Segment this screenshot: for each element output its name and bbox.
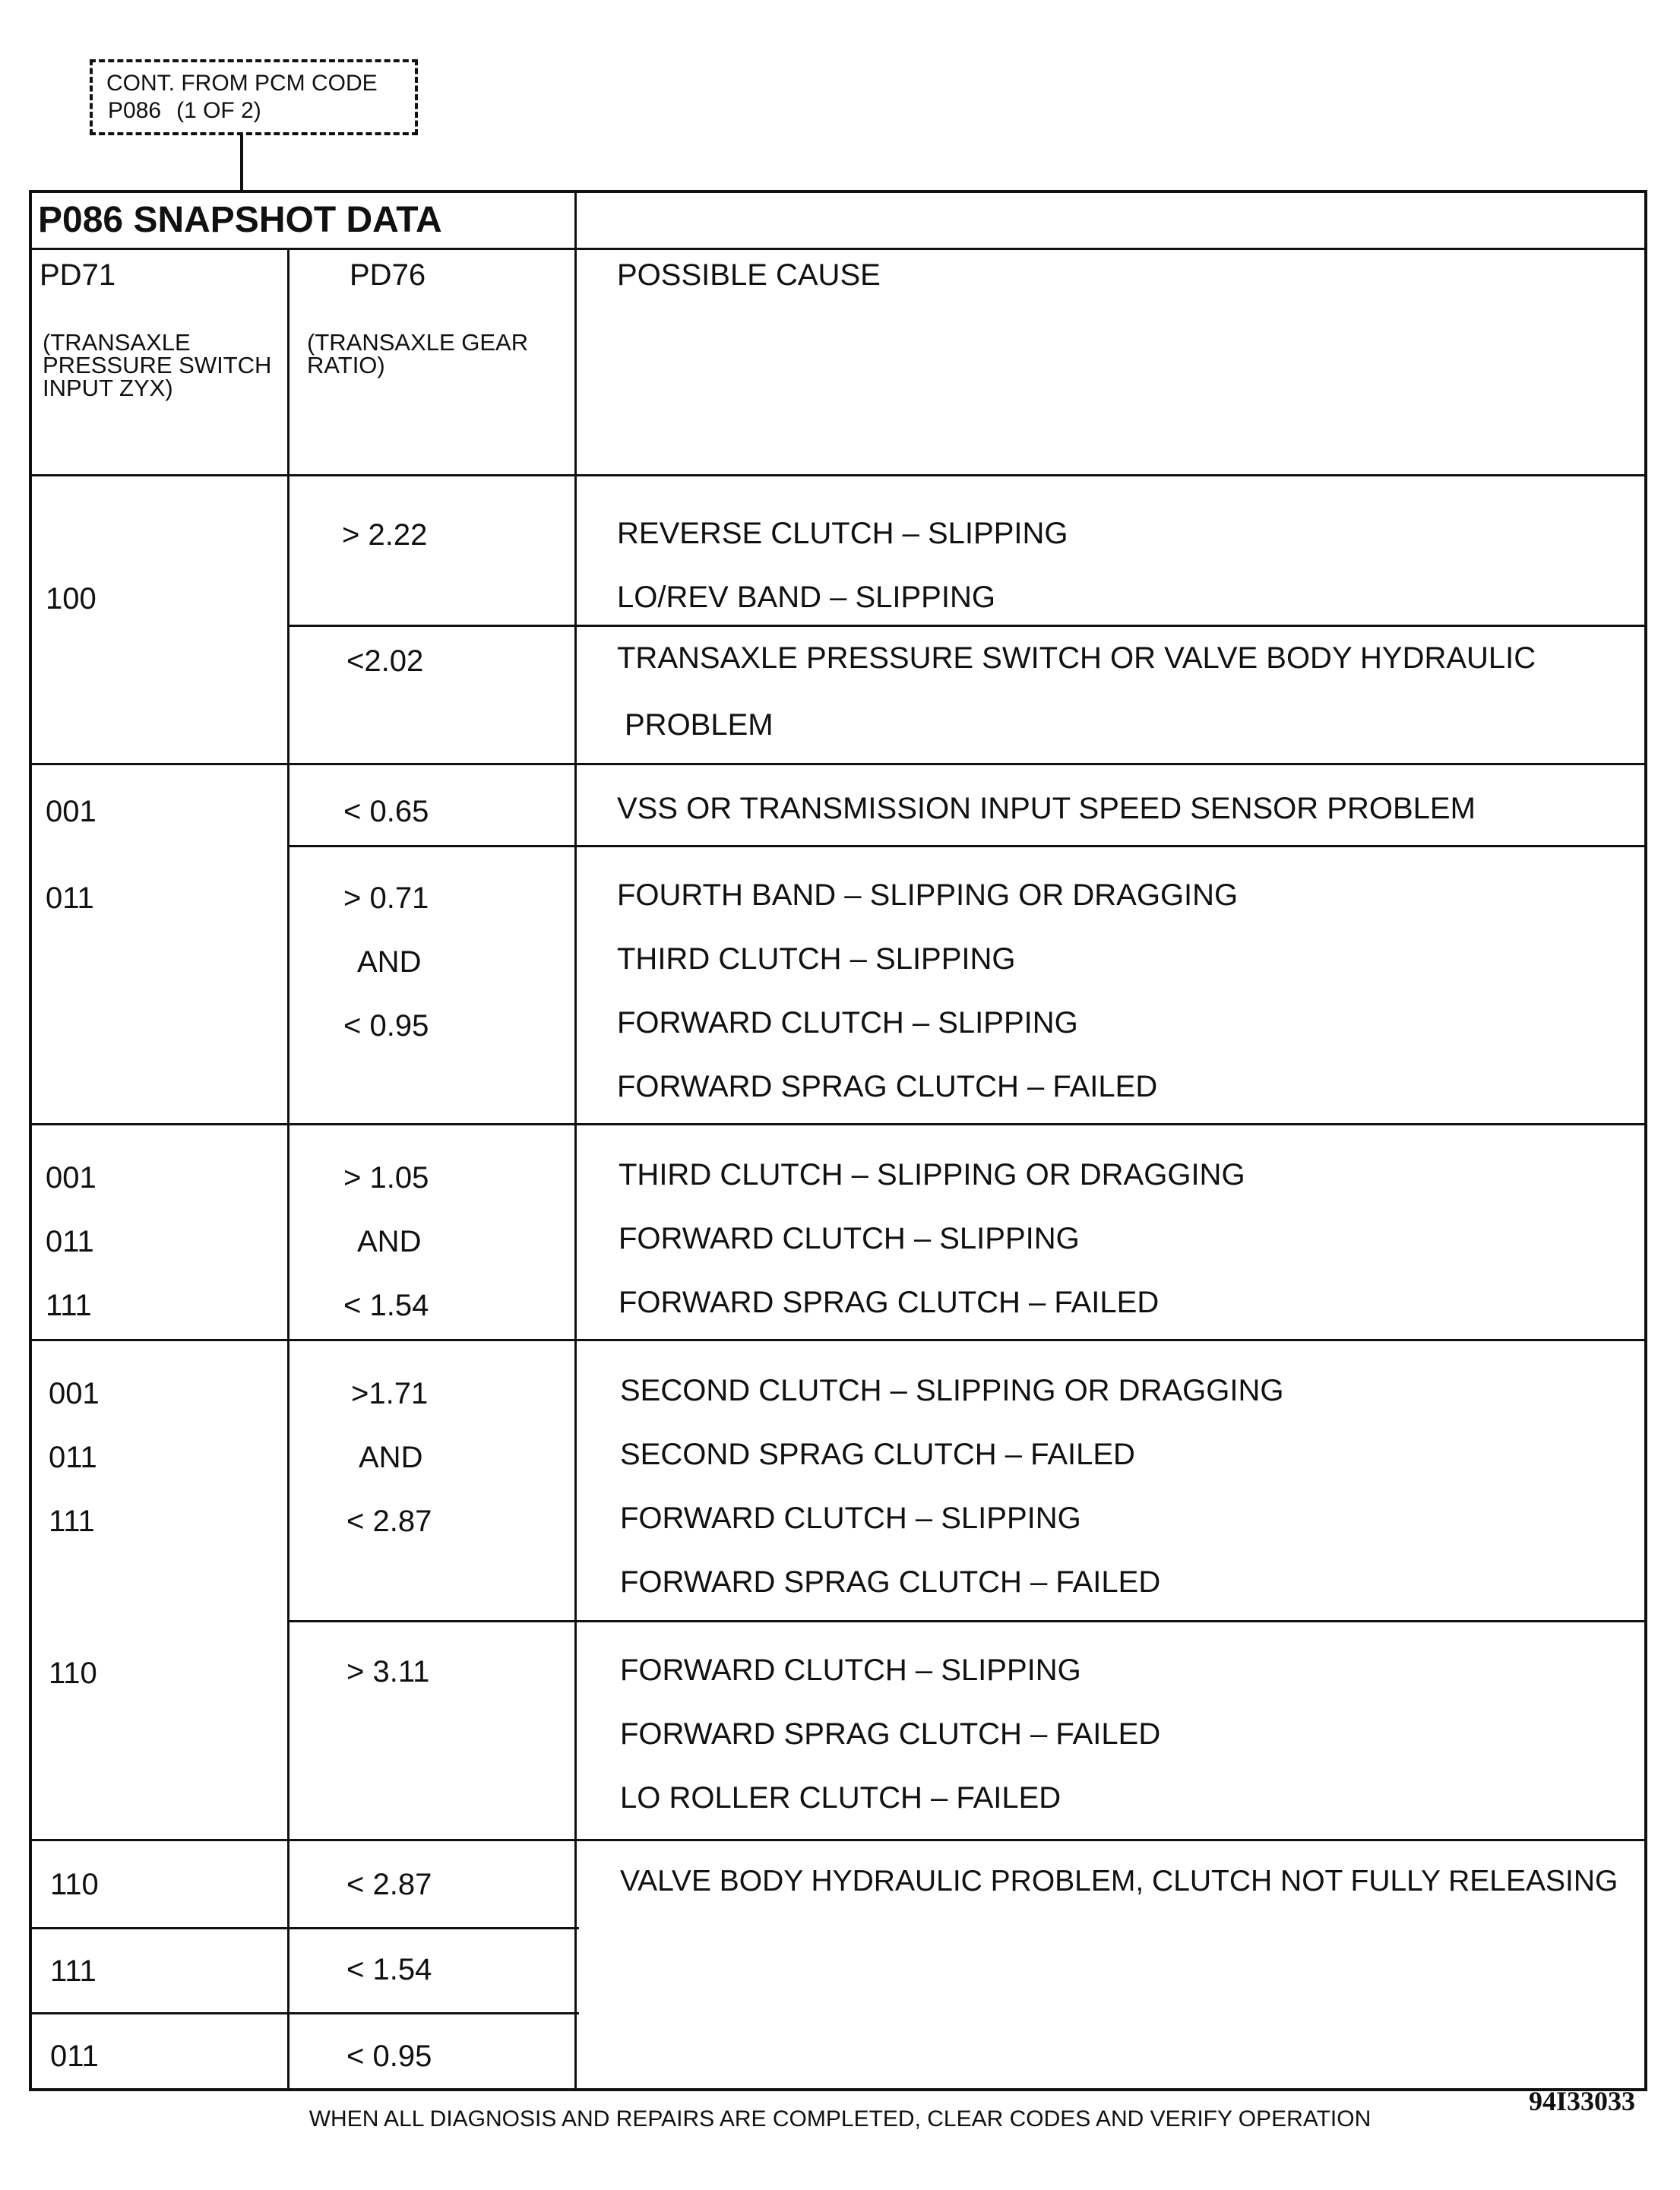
group2-divider xyxy=(29,1123,1647,1125)
group4-divider xyxy=(29,1839,1647,1841)
g4-cause-b2: FORWARD SPRAG CLUTCH – FAILED xyxy=(620,1717,1161,1751)
g3-ratio-1: > 1.05 xyxy=(343,1161,429,1195)
g4-cause-a4: FORWARD SPRAG CLUTCH – FAILED xyxy=(620,1565,1161,1599)
g2-ratio-b2: AND xyxy=(357,945,422,979)
g1-ratio-a: > 2.22 xyxy=(342,518,428,552)
g2-ratio-b3: < 0.95 xyxy=(343,1009,429,1043)
g1-cause-b2: PROBLEM xyxy=(625,708,774,742)
header-pd71: PD71 xyxy=(40,258,116,292)
g3-cause-2: FORWARD CLUTCH – SLIPPING xyxy=(619,1222,1080,1255)
g4-pd71-b: 110 xyxy=(49,1657,97,1690)
header-possible-cause: POSSIBLE CAUSE xyxy=(617,258,881,292)
g2-ratio-a: < 0.65 xyxy=(343,795,429,828)
g5-pd71-2: 111 xyxy=(50,1954,96,1988)
group1-divider xyxy=(29,763,1647,765)
g2-cause-b3: FORWARD CLUTCH – SLIPPING xyxy=(617,1006,1078,1040)
g3-pd71-2: 011 xyxy=(46,1225,94,1258)
header-pd76-desc: (TRANSAXLE GEAR RATIO) xyxy=(307,329,529,378)
g4-ratio-b: > 3.11 xyxy=(346,1655,430,1688)
g4-ratio-a3: < 2.87 xyxy=(346,1505,432,1538)
g1-cause-a1: REVERSE CLUTCH – SLIPPING xyxy=(617,517,1068,550)
g3-ratio-3: < 1.54 xyxy=(343,1289,429,1322)
g5-pd71-3: 011 xyxy=(50,2040,99,2073)
g4-ratio-a1: >1.71 xyxy=(351,1377,429,1410)
header-pd76: PD76 xyxy=(350,258,426,292)
group5-row-divider-1 xyxy=(29,1927,579,1929)
header-pd71-desc: (TRANSAXLE PRESSURE SWITCH INPUT ZYX) xyxy=(43,329,272,401)
g1-ratio-b: <2.02 xyxy=(346,644,424,678)
g2-ratio-b1: > 0.71 xyxy=(343,881,429,915)
table-title: P086 SNAPSHOT DATA xyxy=(38,200,442,240)
g5-pd71-1: 110 xyxy=(50,1868,99,1901)
g2-cause-a: VSS OR TRANSMISSION INPUT SPEED SENSOR PROBLEM xyxy=(617,792,1476,825)
callout-part: (1 OF 2) xyxy=(176,98,261,123)
g1-cause-b1: TRANSAXLE PRESSURE SWITCH OR VALVE BODY HYDRAULIC xyxy=(617,641,1536,675)
col1-col2-divider xyxy=(287,248,289,2091)
g3-pd71-1: 001 xyxy=(46,1161,96,1195)
g3-cause-3: FORWARD SPRAG CLUTCH – FAILED xyxy=(619,1286,1160,1319)
g4-pd71-a2: 011 xyxy=(49,1441,97,1474)
g3-pd71-3: 111 xyxy=(46,1289,92,1322)
g4-cause-a2: SECOND SPRAG CLUTCH – FAILED xyxy=(620,1438,1135,1471)
g1-pd71: 100 xyxy=(46,582,96,616)
callout-code: P086 xyxy=(108,98,162,123)
g4-cause-a3: FORWARD CLUTCH – SLIPPING xyxy=(620,1502,1081,1535)
title-divider xyxy=(29,248,1647,250)
g3-ratio-2: AND xyxy=(357,1225,422,1258)
group1-split xyxy=(287,625,1647,627)
g2-cause-b2: THIRD CLUTCH – SLIPPING xyxy=(617,942,1016,976)
callout-connector xyxy=(240,135,243,191)
g2-cause-b1: FOURTH BAND – SLIPPING OR DRAGGING xyxy=(617,878,1239,912)
g4-pd71-a1: 001 xyxy=(49,1377,100,1410)
footer-note: WHEN ALL DIAGNOSIS AND REPAIRS ARE COMPLETED, CLEAR CODES AND VERIFY OPERATION xyxy=(308,2106,1372,2131)
g5-ratio-3: < 0.95 xyxy=(346,2040,432,2073)
group3-divider xyxy=(29,1339,1647,1341)
g5-ratio-2: < 1.54 xyxy=(346,1953,432,1986)
g1-cause-a2: LO/REV BAND – SLIPPING xyxy=(617,581,995,614)
g3-cause-1: THIRD CLUTCH – SLIPPING OR DRAGGING xyxy=(619,1158,1245,1192)
continuation-callout xyxy=(90,59,418,135)
g4-pd71-a3: 111 xyxy=(49,1505,95,1538)
g4-cause-b3: LO ROLLER CLUTCH – FAILED xyxy=(620,1781,1061,1815)
col2-col3-divider xyxy=(574,190,577,2091)
group5-row-divider-2 xyxy=(29,2012,579,2014)
g2-cause-b4: FORWARD SPRAG CLUTCH – FAILED xyxy=(617,1070,1158,1103)
g4-cause-b1: FORWARD CLUTCH – SLIPPING xyxy=(620,1654,1081,1687)
g4-cause-a1: SECOND CLUTCH – SLIPPING OR DRAGGING xyxy=(620,1374,1284,1407)
group2-split xyxy=(287,845,1647,847)
g2-pd71-a: 001 xyxy=(46,795,96,828)
header-divider xyxy=(29,474,1647,476)
g2-pd71-b: 011 xyxy=(46,881,94,915)
callout-line1: CONT. FROM PCM CODE xyxy=(106,71,378,96)
group4-split xyxy=(287,1620,1647,1622)
figure-id: 94I33033 xyxy=(1529,2086,1636,2116)
g5-cause: VALVE BODY HYDRAULIC PROBLEM, CLUTCH NOT FULLY RELEASING xyxy=(620,1865,1618,1897)
g5-ratio-1: < 2.87 xyxy=(346,1868,432,1901)
g4-ratio-a2: AND xyxy=(359,1441,423,1474)
